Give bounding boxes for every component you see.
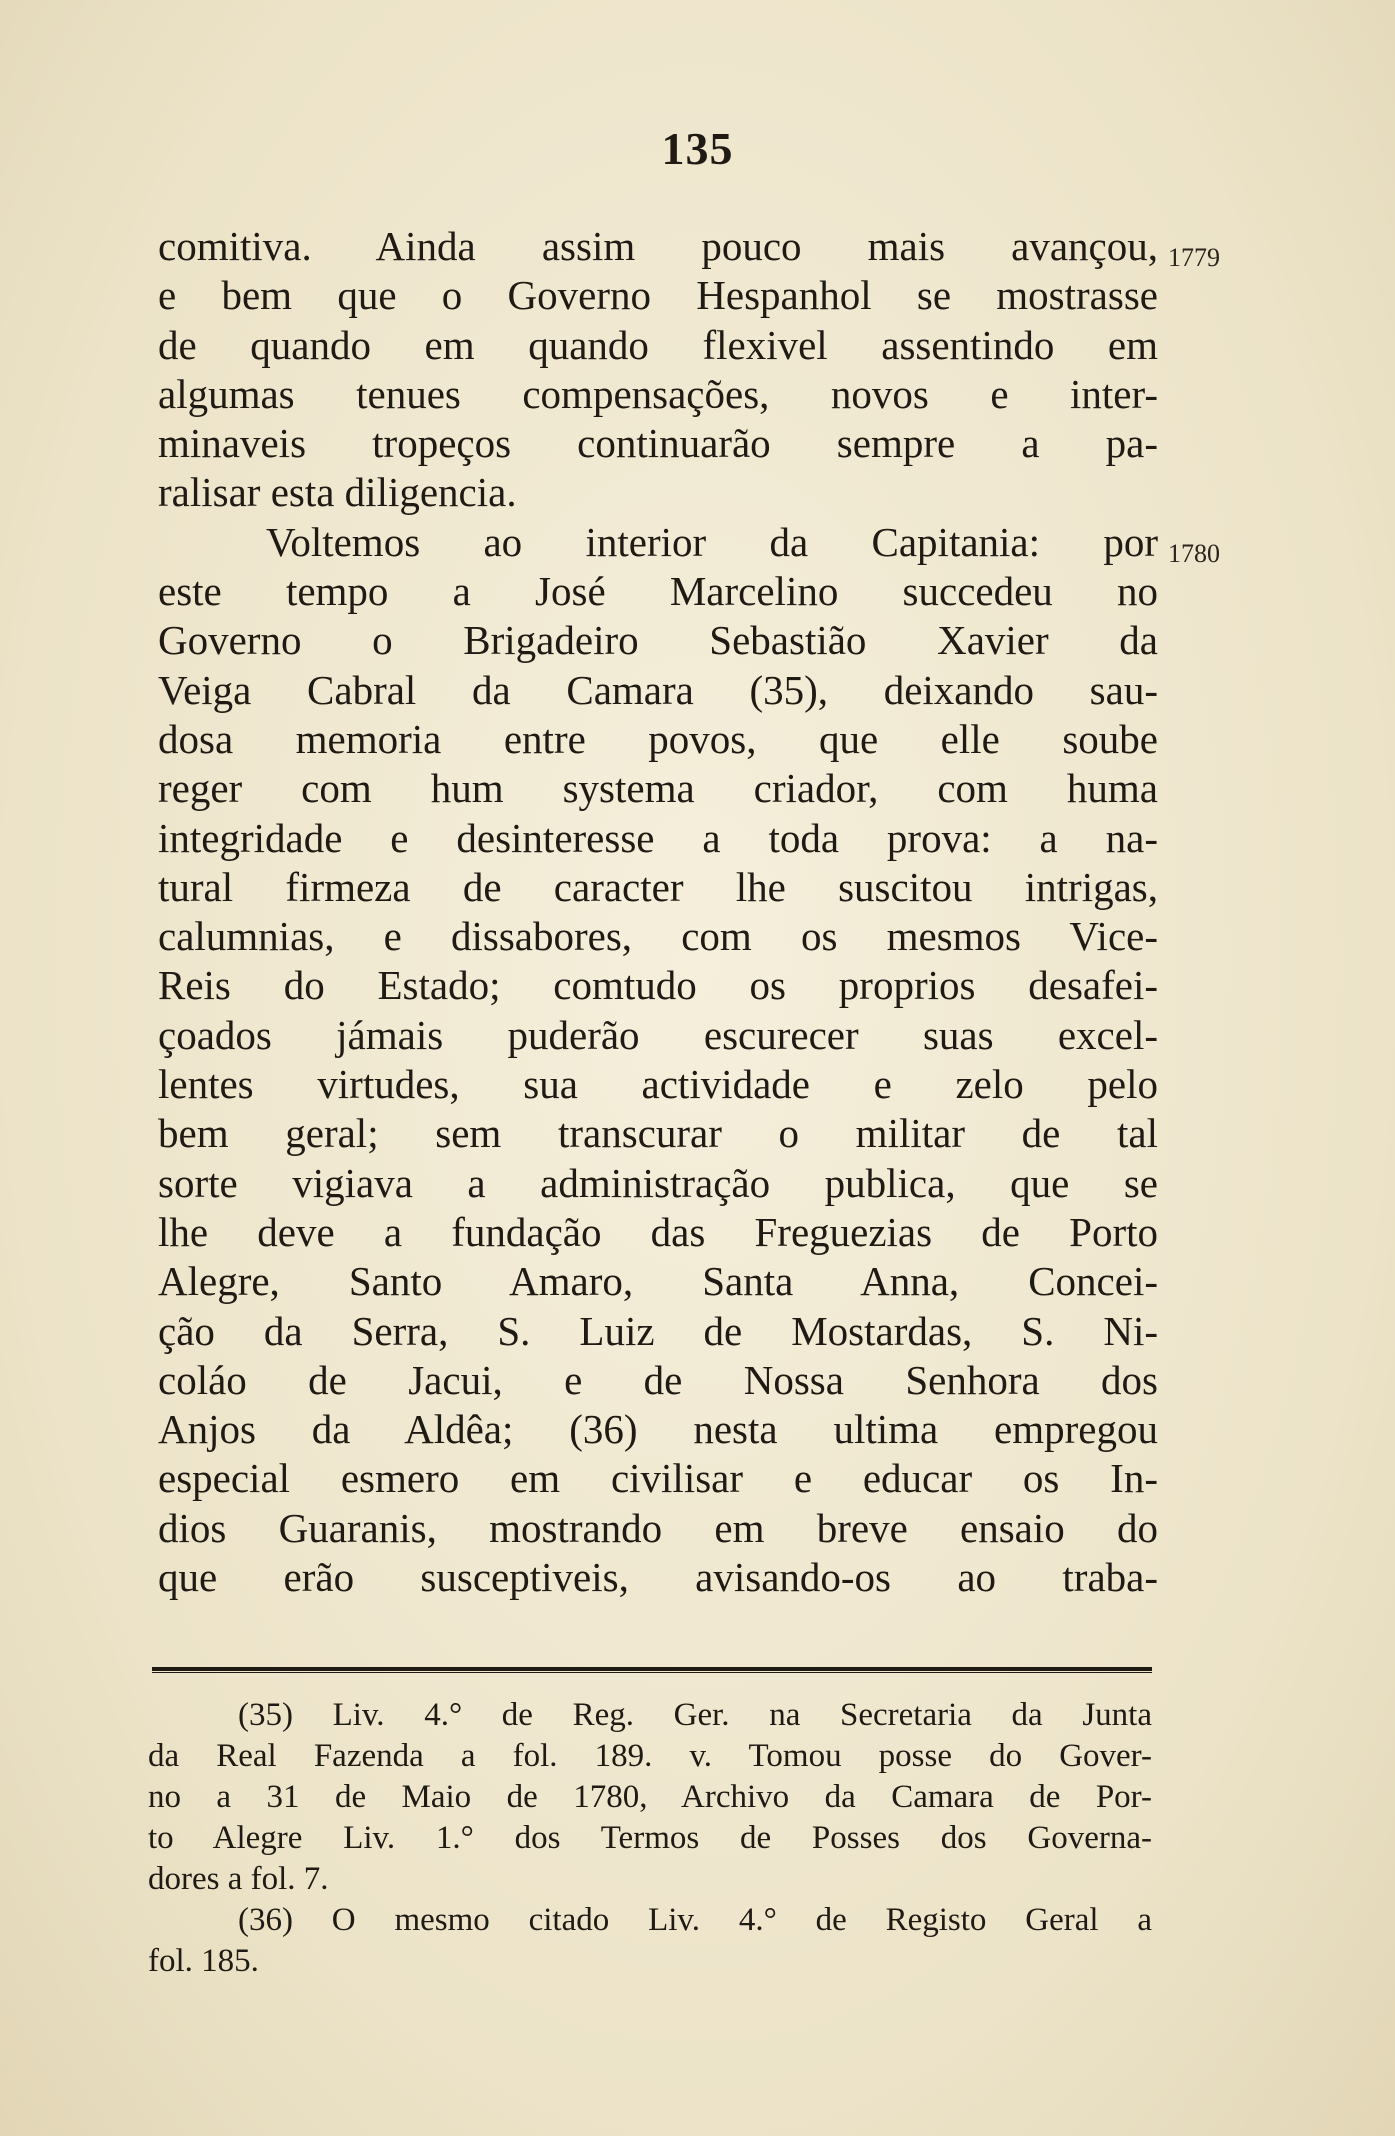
text-line: reger com hum systema criador, com huma <box>158 765 1158 812</box>
margin-year-1779: 1779 <box>1168 243 1220 272</box>
footnote-line: da Real Fazenda a fol. 189. v. Tomou posse do Gover- <box>148 1738 1152 1774</box>
footnote-line: (35) Liv. 4.° de Reg. Ger. na Secretaria da Junta <box>238 1697 1152 1733</box>
text-line: coláo de Jacui, e de Nossa Senhora dos <box>158 1356 1158 1403</box>
page-number: 135 <box>661 123 734 174</box>
text-line: lentes virtudes, sua actividade e zelo pelo <box>158 1061 1158 1108</box>
footnote-line: no a 31 de Maio de 1780, Archivo da Camara de Por- <box>148 1779 1152 1815</box>
text-line: ralisar esta diligencia. <box>158 469 517 516</box>
main-text <box>158 222 1158 1602</box>
text-line: comitiva. Ainda assim pouco mais avançou, <box>158 223 1158 269</box>
text-line: especial esmero em civilisar e educar os In- <box>158 1455 1158 1502</box>
text-line: dosa memoria entre povos, que elle soube <box>158 715 1158 762</box>
text-line: Voltemos ao interior da Capitania: por <box>266 518 1158 565</box>
footnote-line: (36) O mesmo citado Liv. 4.° de Registo Geral a <box>238 1902 1152 1938</box>
text-line: que erão susceptiveis, avisando-os ao traba- <box>158 1554 1158 1601</box>
text-line: algumas tenues compensações, novos e inter- <box>158 370 1158 417</box>
text-line: tural firmeza de caracter lhe suscitou intrigas, <box>158 863 1158 910</box>
footnotes <box>148 1695 1152 1982</box>
text-line: ção da Serra, S. Luiz de Mostardas, S. Ni- <box>158 1307 1158 1354</box>
footnote-line: fol. 185. <box>148 1943 259 1979</box>
text-line: Governo o Brigadeiro Sebastião Xavier da <box>158 617 1158 664</box>
footnote-line: to Alegre Liv. 1.° dos Termos de Posses dos Governa- <box>148 1820 1152 1856</box>
text-line: Veiga Cabral da Camara (35), deixando sau- <box>158 666 1158 713</box>
text-line: Anjos da Aldêa; (36) nesta ultima empregou <box>158 1406 1158 1453</box>
text-line: este tempo a José Marcelino succedeu no <box>158 568 1158 615</box>
text-line: sorte vigiava a administração publica, que se <box>158 1159 1158 1206</box>
text-line: e bem que o Governo Hespanhol se mostrasse <box>158 272 1158 319</box>
text-line: Alegre, Santo Amaro, Santa Anna, Concei- <box>158 1258 1158 1305</box>
text-line: çoados jámais puderão escurecer suas excel- <box>158 1011 1158 1058</box>
footnote-line: dores a fol. 7. <box>148 1861 329 1897</box>
text-line: minaveis tropeços continuarão sempre a pa- <box>158 420 1158 467</box>
text-line: integridade e desinteresse a toda prova: a na- <box>158 814 1158 861</box>
text-line: dios Guaranis, mostrando em breve ensaio do <box>158 1504 1158 1551</box>
text-line: lhe deve a fundação das Freguezias de Porto <box>158 1208 1158 1255</box>
margin-year-1780: 1780 <box>1168 539 1220 568</box>
text-line: calumnias, e dissabores, com os mesmos Vice- <box>158 913 1158 960</box>
text-line: de quando em quando flexivel assentindo em <box>158 321 1158 368</box>
footnote-divider <box>152 1667 1152 1673</box>
text-line: Reis do Estado; comtudo os proprios desafei- <box>158 962 1158 1009</box>
text-line: bem geral; sem transcurar o militar de tal <box>158 1110 1158 1157</box>
